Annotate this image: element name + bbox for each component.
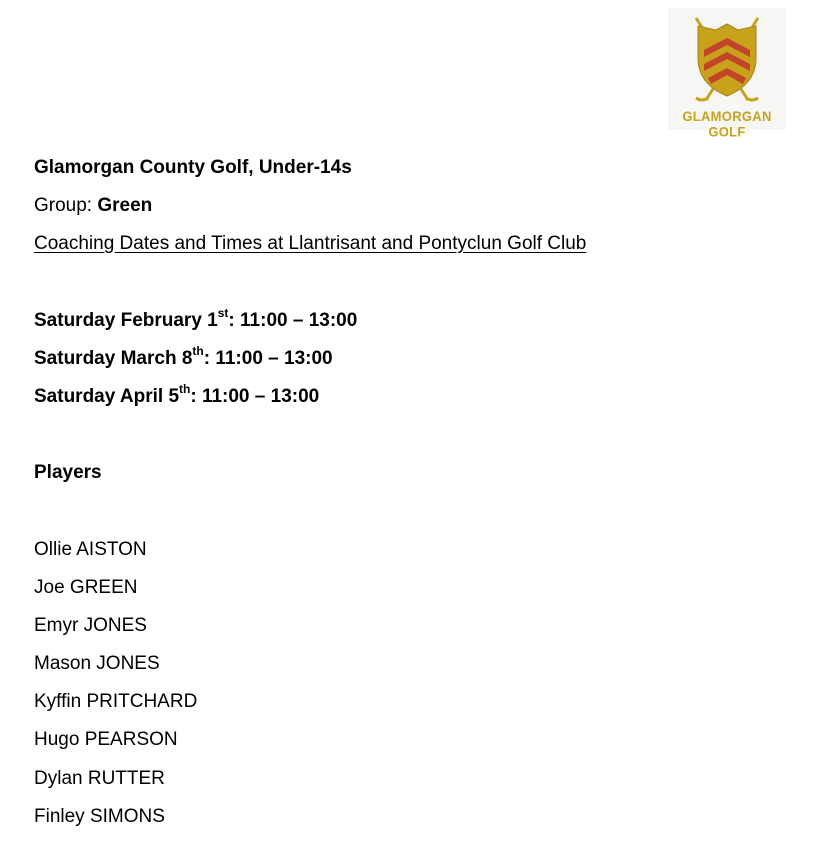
logo-text: GLAMORGAN GOLF (682, 108, 772, 140)
session-date-suffix: st (217, 305, 229, 320)
player-name: Ollie AISTON (34, 539, 147, 560)
session-time: : 11:00 – 13:00 (190, 386, 320, 407)
coaching-subtitle: Coaching Dates and Times at Llantrisant and Pontyclun Golf Club (34, 233, 587, 254)
group-value: Green (97, 195, 153, 216)
group-label: Group: (34, 195, 98, 216)
session-date: Saturday April 5 (34, 386, 180, 407)
session-time: : 11:00 – 13:00 (203, 348, 333, 369)
player-name: Finley SIMONS (34, 806, 165, 827)
player-name: Hugo PEARSON (34, 729, 178, 750)
page-title: Glamorgan County Golf, Under-14s (34, 157, 352, 178)
player-name: Emyr JONES (34, 615, 147, 636)
player-name: Kyffin PRITCHARD (34, 691, 198, 712)
player-name: Dylan RUTTER (34, 768, 165, 789)
session-line (34, 381, 320, 408)
session-line (34, 343, 333, 370)
player-name: Mason JONES (34, 653, 160, 674)
session-date: Saturday March 8 (34, 348, 193, 369)
golf-shield-crest-icon (690, 14, 764, 108)
session-date-suffix: th (192, 343, 204, 358)
player-name: Joe GREEN (34, 577, 138, 598)
players-heading: Players (34, 462, 102, 483)
session-date: Saturday February 1 (34, 310, 218, 331)
session-time: : 11:00 – 13:00 (228, 310, 358, 331)
session-line (34, 305, 358, 332)
group-line (34, 195, 152, 217)
session-date-suffix: th (179, 381, 191, 396)
glamorgan-golf-logo (668, 8, 786, 140)
